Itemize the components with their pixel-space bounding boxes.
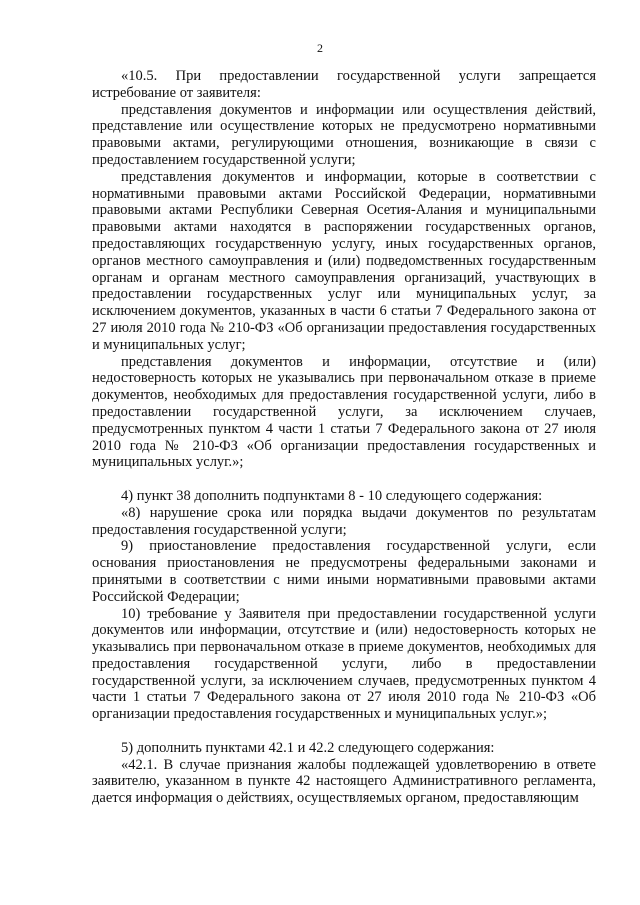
paragraph-requirement-actions: представления документов и информации или осуществления действий, представление или осуществление которых не предусмотрено нормативными правовыми актами, регулирующими отношения, возникающие в связи с предоставлением государственной услуги; xyxy=(92,101,596,168)
document-body xyxy=(92,68,596,807)
paragraph-subitem-10: 10) требование у Заявителя при предоставлении государственной услуги документов или информации, отсутствие и (или) недостоверность которых не указывались при первоначальном отказе в приеме документов, необходимых для предоставления государственной услуги, либо в предоставлении государственной услуги, за исключением случаев, предусмотренных пунктом 4 части 1 статьи 7 Федерального закона от 27 июля 2010 года № 210-ФЗ «Об организации предоставления государственных и муниципальных услуг.»; xyxy=(92,605,596,723)
paragraph-requirement-documents-in-possession: представления документов и информации, которые в соответствии с нормативными правовыми актами Российской Федерации, нормативными правовыми актами Республики Северная Осетия-Алания и муниципальными правовыми актами находятся в распоряжении государственных органов, предоставляющих государственную услугу, иных государственных органов, органов местного самоуправления и (или) подведомственных государственным органам и органам местного самоуправления организаций, участвующих в предоставлении государственных услуг или муниципальных услуг, за исключением документов, указанных в части 6 статьи 7 Федерального закона от 27 июля 2010 года № 210-ФЗ «Об организации предоставления государственных и муниципальных услуг; xyxy=(92,168,596,353)
paragraph-10-5-intro: «10.5. При предоставлении государственной услуги запрещается истребование от заявителя: xyxy=(92,68,596,101)
paragraph-item-5: 5) дополнить пунктами 42.1 и 42.2 следующего содержания: xyxy=(121,739,495,756)
paragraph-item-4: 4) пункт 38 дополнить подпунктами 8 - 10 следующего содержания: xyxy=(121,487,543,504)
page-number: 2 xyxy=(317,41,323,55)
paragraph-subitem-9: 9) приостановление предоставления государственной услуги, если основания приостановления не предусмотрены федеральными законами и принятыми в соответствии с ними иными нормативными правовыми актами Российской Федерации; xyxy=(92,538,596,605)
paragraph-requirement-missing-documents: представления документов и информации, отсутствие и (или) недостоверность которых не указывались при первоначальном отказе в приеме документов, необходимых для предоставления государственной услуги, либо в предоставлении государственной услуги, за исключением случаев, предусмотренных пунктом 4 части 1 статьи 7 Федерального закона от 27 июля 2010 года № 210-ФЗ «Об организации предоставления государственных и муниципальных услуг.»; xyxy=(92,353,596,471)
paragraph-42-1: «42.1. В случае признания жалобы подлежащей удовлетворению в ответе заявителю, указанном в пункте 42 настоящего Административного регламента, дается информация о действиях, осуществляемых органом, предоставляющим xyxy=(92,756,596,807)
paragraph-subitem-8: «8) нарушение срока или порядка выдачи документов по результатам предоставления государственной услуги; xyxy=(92,504,596,538)
